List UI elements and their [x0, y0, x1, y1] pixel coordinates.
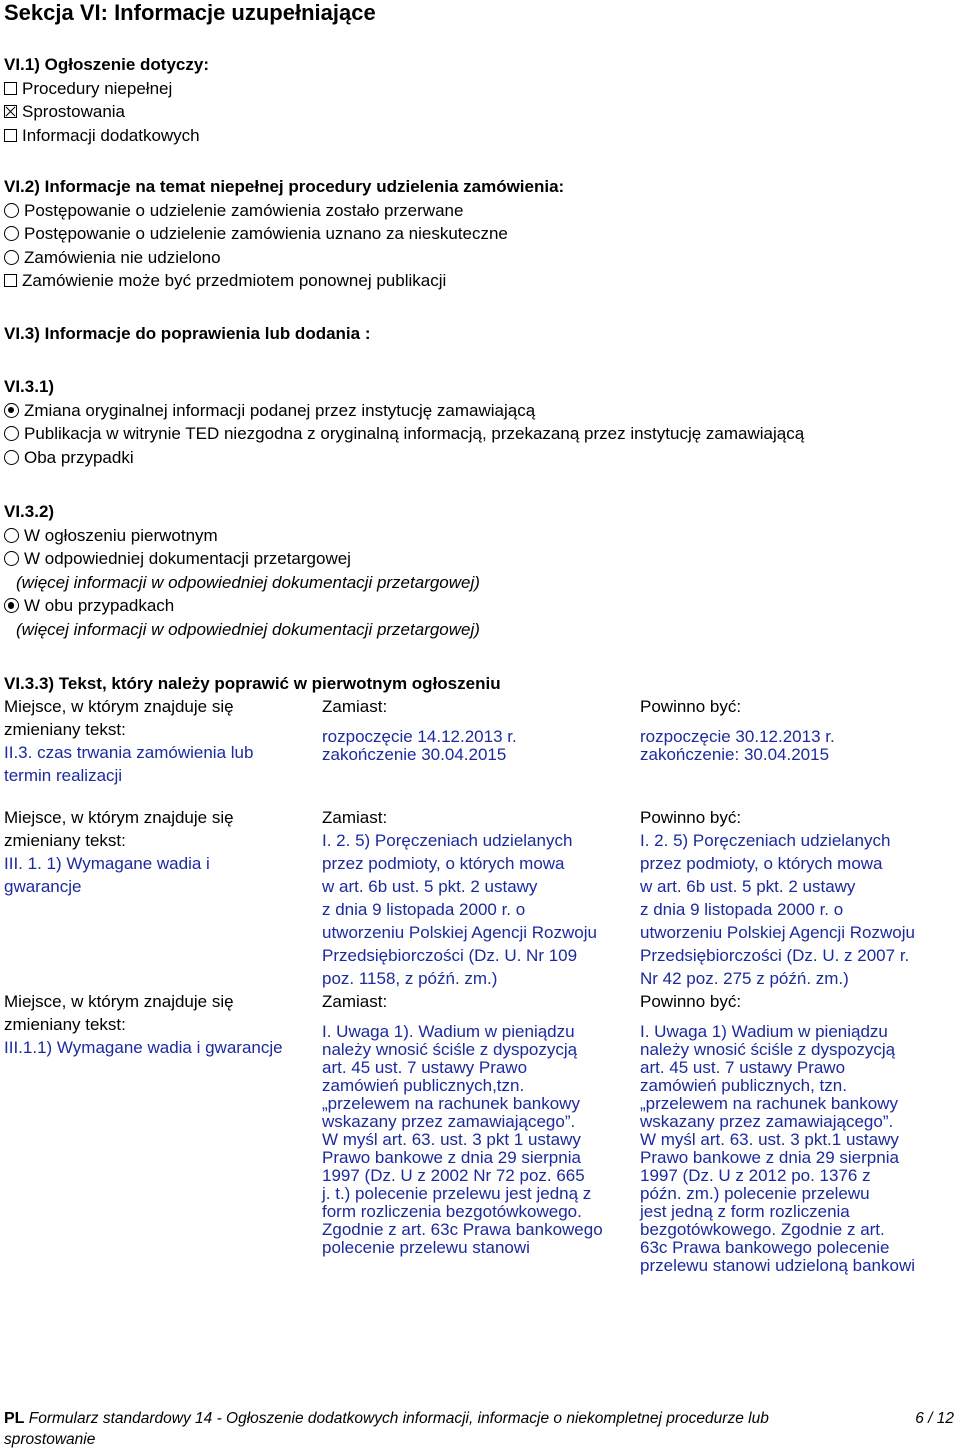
- should-line: późn. zm.) polecenie przelewu: [640, 1184, 870, 1203]
- vi2-heading: VI.2) Informacje na temat niepełnej procedury udzielenia zamówienia:: [4, 177, 565, 196]
- instead-line: zamówień publicznych,tzn.: [322, 1076, 525, 1095]
- instead-line: poz. 1158, z późń. zm.): [322, 969, 498, 988]
- should-line: przez podmioty, o których mowa: [640, 854, 883, 873]
- should-label: Powinno być:: [640, 808, 742, 827]
- vi2-option-1[interactable]: [4, 199, 564, 223]
- instead-line: w art. 6b ust. 5 pkt. 2 ustawy: [322, 877, 538, 896]
- entry-3-place: [4, 990, 322, 1059]
- footer-lang: PL: [4, 1410, 25, 1427]
- footer-form-title-2: sprostowanie: [4, 1431, 96, 1448]
- entry-3-should-text: [640, 1023, 958, 1275]
- instead-line: W myśl art. 63. ust. 3 pkt 1 ustawy: [322, 1130, 581, 1149]
- place-label: Miejsce, w którym znajduje się: [4, 697, 234, 716]
- instead-line: j. t.) polecenie przelewu jest jedną z: [322, 1184, 592, 1203]
- instead-label: Zamiast:: [322, 697, 388, 716]
- entry-1-instead-text: [322, 728, 638, 764]
- instead-line: I. Uwaga 1). Wadium w pieniądzu: [322, 1022, 575, 1041]
- should-label: Powinno być:: [640, 992, 742, 1011]
- instead-line: 1997 (Dz. U z 2002 Nr 72 poz. 665: [322, 1166, 585, 1185]
- instead-line: należy wnosić ściśle z dyspozycją: [322, 1040, 578, 1059]
- instead-line: rozpoczęcie 14.12.2013 r.: [322, 727, 517, 746]
- should-line: utworzeniu Polskiej Agencji Rozwoju: [640, 923, 915, 942]
- should-label: Powinno być:: [640, 697, 742, 716]
- should-line: rozpoczęcie 30.12.2013 r.: [640, 727, 835, 746]
- instead-label: Zamiast:: [322, 808, 388, 827]
- vi31-option-1[interactable]: [4, 399, 804, 423]
- option-label: Postępowanie o udzielenie zamówienia uznano za nieskuteczne: [24, 224, 508, 243]
- option-label: Oba przypadki: [24, 447, 134, 467]
- option-label: Zamówienia nie udzielono: [24, 247, 221, 267]
- radio-icon[interactable]: [4, 203, 19, 218]
- option-label: Sprostowania: [22, 102, 126, 121]
- vi31-option-2[interactable]: [4, 422, 804, 446]
- should-line: jest jedną z form rozliczenia: [640, 1202, 850, 1221]
- vi2-republish-checkbox[interactable]: [4, 269, 564, 293]
- should-line: art. 45 ust. 7 ustawy Prawo: [640, 1058, 846, 1077]
- entry-3-should: [640, 990, 958, 1013]
- entry-1-place: [4, 695, 304, 787]
- place-value: II.3. czas trwania zamówienia lub: [4, 743, 254, 762]
- vi1-option-2[interactable]: [4, 100, 209, 124]
- vi32-option-2[interactable]: [4, 547, 480, 571]
- radio-icon[interactable]: [4, 250, 19, 265]
- checkbox-icon[interactable]: [4, 274, 17, 287]
- instead-line: z dnia 9 listopada 2000 r. o: [322, 900, 526, 919]
- option-label: Zmiana oryginalnej informacji podanej przez instytucję zamawiającą: [24, 400, 536, 420]
- should-line: Nr 42 poz. 275 z późń. zm.): [640, 969, 849, 988]
- page-footer: [4, 1408, 956, 1450]
- entry-2-place: [4, 806, 304, 898]
- footer-form-title: Formularz standardowy 14 - Ogłoszenie dodatkowych informacji, informacje o niekompletnej procedurze lub: [28, 1410, 769, 1427]
- should-line: bezgotówkowego. Zgodnie z art.: [640, 1220, 885, 1239]
- option-label: Publikacja w witrynie TED niezgodna z oryginalną informacją, przekazaną przez instytucję zamawiającą: [24, 424, 805, 443]
- should-line: z dnia 9 listopada 2000 r. o: [640, 900, 844, 919]
- vi3-heading: VI.3) Informacje do poprawienia lub dodania :: [4, 324, 371, 343]
- should-line: 1997 (Dz. U z 2012 po. 1376 z: [640, 1166, 871, 1185]
- should-line: przelewu stanowi udzieloną bankowi: [640, 1256, 915, 1275]
- vi31-block: [4, 375, 804, 469]
- vi32-note-1: (więcej informacji w odpowiedniej dokumentacji przetargowej): [16, 572, 480, 592]
- instead-line: utworzeniu Polskiej Agencji Rozwoju: [322, 923, 597, 942]
- instead-line: przez podmioty, o których mowa: [322, 854, 565, 873]
- checkbox-icon[interactable]: [4, 129, 17, 142]
- vi31-heading: VI.3.1): [4, 377, 55, 396]
- place-label: zmieniany tekst:: [4, 831, 126, 850]
- place-value: gwarancje: [4, 877, 82, 896]
- vi33-heading: VI.3.3) Tekst, który należy poprawić w pierwotnym ogłoszeniu: [4, 674, 501, 693]
- should-line: W myśl art. 63. ust. 3 pkt.1 ustawy: [640, 1130, 899, 1149]
- entry-1-should-text: [640, 728, 956, 764]
- place-label: Miejsce, w którym znajduje się: [4, 808, 234, 827]
- should-line: „przelewem na rachunek bankowy: [640, 1094, 898, 1113]
- option-label: Procedury niepełnej: [22, 78, 173, 98]
- vi1-option-1[interactable]: [4, 77, 209, 101]
- option-label: Informacji dodatkowych: [22, 125, 200, 145]
- place-value: III. 1. 1) Wymagane wadia i: [4, 854, 210, 873]
- option-label: W odpowiedniej dokumentacji przetargowej: [24, 549, 351, 568]
- option-label: W obu przypadkach: [24, 596, 175, 615]
- vi32-heading: VI.3.2): [4, 502, 55, 521]
- should-line: należy wnosić ściśle z dyspozycją: [640, 1040, 896, 1059]
- should-line: zakończenie: 30.04.2015: [640, 745, 830, 764]
- footer-form-title-line: [4, 1408, 956, 1429]
- radio-icon[interactable]: [4, 426, 19, 441]
- instead-line: polecenie przelewu stanowi: [322, 1238, 530, 1257]
- vi32-option-1[interactable]: [4, 524, 480, 548]
- option-label: W ogłoszeniu pierwotnym: [24, 525, 218, 545]
- place-label: Miejsce, w którym znajduje się: [4, 992, 234, 1011]
- should-line: w art. 6b ust. 5 pkt. 2 ustawy: [640, 877, 856, 896]
- should-line: I. 2. 5) Poręczeniach udzielanych: [640, 831, 891, 850]
- vi32-option-3[interactable]: [4, 594, 480, 618]
- radio-selected-icon[interactable]: [4, 403, 19, 418]
- vi1-block: [4, 53, 209, 147]
- radio-icon[interactable]: [4, 226, 19, 241]
- vi2-block: [4, 175, 564, 293]
- instead-line: Przedsiębiorczości (Dz. U. Nr 109: [322, 946, 578, 965]
- vi2-option-3[interactable]: [4, 246, 564, 270]
- instead-label: Zamiast:: [322, 992, 388, 1011]
- should-line: 63c Prawa bankowego polecenie: [640, 1238, 890, 1257]
- instead-line: I. 2. 5) Poręczeniach udzielanych: [322, 831, 573, 850]
- place-label: zmieniany tekst:: [4, 1015, 126, 1034]
- radio-icon[interactable]: [4, 450, 19, 465]
- checkbox-icon[interactable]: [4, 82, 17, 95]
- instead-line: wskazany przez zamawiającego”.: [322, 1112, 576, 1131]
- should-line: I. Uwaga 1) Wadium w pieniądzu: [640, 1022, 888, 1041]
- place-label: zmieniany tekst:: [4, 720, 126, 739]
- instead-line: Prawo bankowe z dnia 29 sierpnia: [322, 1148, 581, 1167]
- instead-line: form rozliczenia bezgotówkowego.: [322, 1202, 582, 1221]
- entry-1-should: [640, 695, 956, 718]
- entry-2-should: [640, 806, 958, 990]
- vi1-option-3[interactable]: [4, 124, 209, 148]
- vi1-heading: VI.1) Ogłoszenie dotyczy:: [4, 55, 209, 74]
- instead-line: Zgodnie z art. 63c Prawa bankowego: [322, 1220, 603, 1239]
- should-line: Przedsiębiorczości (Dz. U. z 2007 r.: [640, 946, 910, 965]
- place-value: III.1.1) Wymagane wadia i gwarancje: [4, 1038, 283, 1057]
- entry-3-instead: [322, 990, 640, 1013]
- footer-page-number: 6 / 12: [915, 1410, 954, 1427]
- vi2-option-2[interactable]: [4, 222, 564, 246]
- radio-selected-icon[interactable]: [4, 598, 19, 613]
- entry-2-instead: [322, 806, 640, 990]
- radio-icon[interactable]: [4, 528, 19, 543]
- option-label: Postępowanie o udzielenie zamówienia zostało przerwane: [24, 200, 464, 220]
- instead-line: „przelewem na rachunek bankowy: [322, 1094, 580, 1113]
- radio-icon[interactable]: [4, 551, 19, 566]
- section-title: Sekcja VI: Informacje uzupełniające: [4, 0, 376, 25]
- entry-3-instead-text: [322, 1023, 640, 1257]
- option-label: Zamówienie może być przedmiotem ponownej publikacji: [22, 271, 447, 290]
- vi31-option-3[interactable]: [4, 446, 804, 470]
- should-line: wskazany przez zamawiającego”.: [640, 1112, 894, 1131]
- vi32-block: [4, 500, 480, 641]
- should-line: Prawo bankowe z dnia 29 sierpnia: [640, 1148, 899, 1167]
- vi32-note-2: (więcej informacji w odpowiedniej dokumentacji przetargowej): [16, 619, 480, 639]
- place-value: termin realizacji: [4, 766, 123, 785]
- instead-line: zakończenie 30.04.2015: [322, 745, 507, 764]
- should-line: zamówień publicznych, tzn.: [640, 1076, 847, 1095]
- entry-1-instead: [322, 695, 638, 718]
- instead-line: art. 45 ust. 7 ustawy Prawo: [322, 1058, 528, 1077]
- checkbox-checked-icon[interactable]: [4, 105, 17, 118]
